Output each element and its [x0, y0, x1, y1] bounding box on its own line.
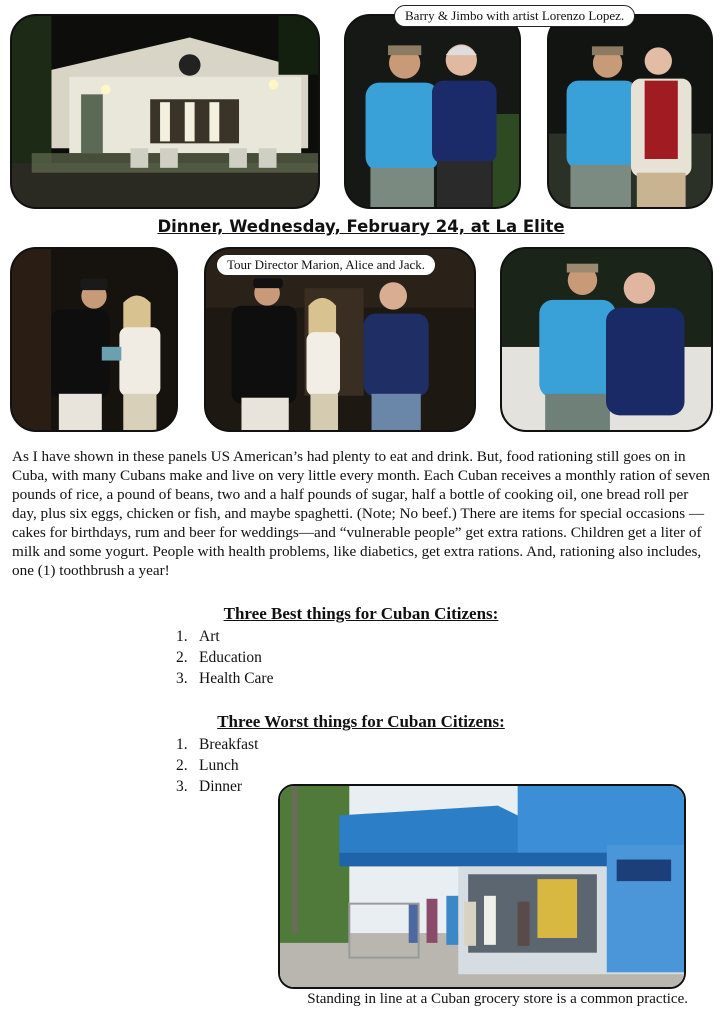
barry-jimbo-lorenzo-photo	[344, 14, 521, 209]
marion-alice-jack-caption: Tour Director Marion, Alice and Jack.	[216, 254, 436, 276]
worst-list	[176, 734, 258, 797]
man-woman-talking-photo	[10, 247, 178, 432]
best-list-title: Three Best things for Cuban Citizens:	[223, 604, 499, 623]
worst-list-title: Three Worst things for Cuban Citizens:	[217, 712, 505, 731]
best-list	[176, 626, 273, 689]
list-item: 3. Health Care	[176, 670, 274, 687]
list-item: 2. Lunch	[176, 757, 239, 774]
list-item: 3. Dinner	[176, 778, 243, 795]
list-item: 1. Breakfast	[176, 736, 259, 753]
restaurant-exterior-photo	[10, 14, 320, 209]
rationing-paragraph: As I have shown in these panels US American’s had plenty to eat and drink. But, food rationing still goes on in Cuba, with many Cubans make and live on very little every month. Each Cuban receives a monthly ration of seven pounds of rice, a pound of beans, two and a half pounds of sugar, half a bottle of cooking oil, one bread roll per day, plus six eggs, chicken or fish, and maybe spaghetti. (Note; No beef.) There are items for special occasions — cakes for birthdays, rum and beer for weddings—and “vulnerable people” get extra rations. Children get a liter of milk and some yogurt. People with health problems, like diabetics, get extra rations. And, rationing also includes, one (1) toothbrush a year!	[12, 448, 711, 579]
grocery-store-caption: Standing in line at a Cuban grocery store is a common practice.	[307, 991, 688, 1007]
barry-jimbo-caption: Barry & Jimbo with artist Lorenzo Lopez.	[394, 5, 635, 27]
list-item: 2. Education	[176, 649, 262, 666]
dinner-heading: Dinner, Wednesday, February 24, at La Elite	[157, 217, 565, 236]
two-men-navy-shirt-photo	[500, 247, 713, 432]
list-item: 1. Art	[176, 628, 220, 645]
two-men-red-shirt-photo	[547, 14, 713, 209]
grocery-store-photo	[278, 784, 686, 989]
